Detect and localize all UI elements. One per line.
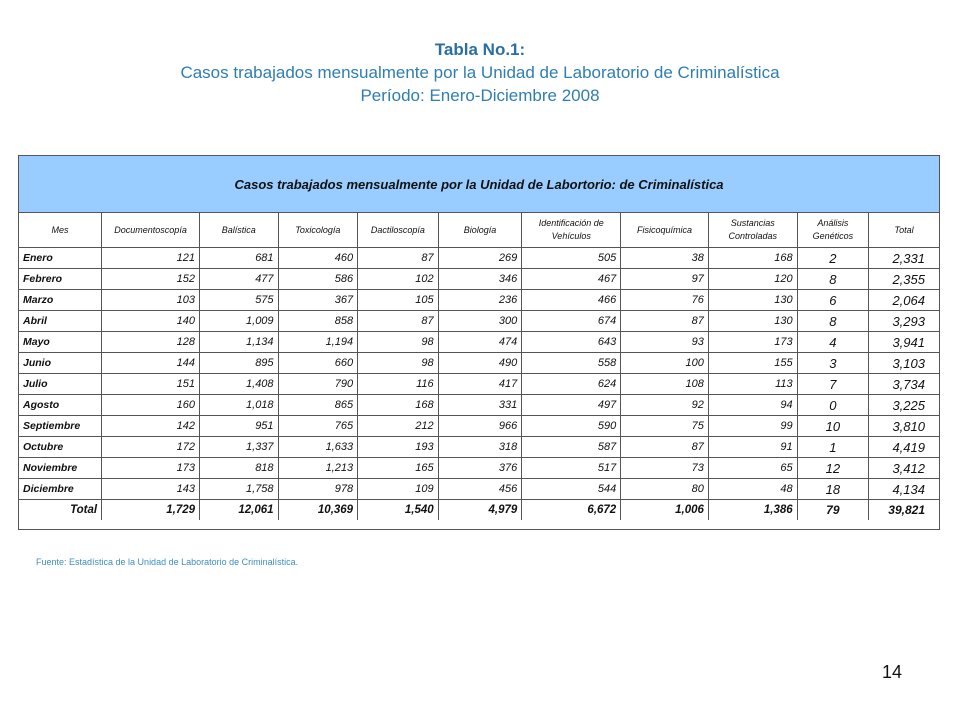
month-cell: Junio: [19, 353, 102, 374]
table-cell: 1,758: [200, 479, 279, 500]
table-body: [19, 248, 939, 521]
table-cell: 1,337: [200, 437, 279, 458]
table-cell: 80: [621, 479, 709, 500]
table-cell: 142: [102, 416, 200, 437]
cases-table: [19, 213, 939, 520]
table-cell: 1,540: [358, 500, 439, 521]
table-row: [19, 437, 939, 458]
total-cell: 3,412: [869, 458, 939, 479]
column-header: [102, 213, 200, 248]
table-cell: 517: [522, 458, 621, 479]
table-cell: 130: [708, 290, 797, 311]
column-header: [797, 213, 868, 248]
table-cell: 1,006: [621, 500, 709, 521]
table-cell: 98: [358, 353, 439, 374]
table-cell: 376: [438, 458, 522, 479]
table-cell: 417: [438, 374, 522, 395]
table-cell: 790: [278, 374, 358, 395]
column-header-label: Toxicología: [295, 224, 341, 235]
total-cell: 3,941: [869, 332, 939, 353]
column-header: [869, 213, 939, 248]
table-cell: 1,408: [200, 374, 279, 395]
table-cell: 8: [797, 269, 868, 290]
month-cell: Febrero: [19, 269, 102, 290]
table-cell: 144: [102, 353, 200, 374]
column-header-label: Dactiloscopía: [370, 224, 425, 235]
table-cell: 4,979: [438, 500, 522, 521]
table-cell: 818: [200, 458, 279, 479]
table-cell: 624: [522, 374, 621, 395]
table-cell: 94: [708, 395, 797, 416]
table-subtitle: Casos trabajados mensualmente por la Unidad de Laboratorio de Criminalística: [180, 63, 780, 82]
table-row: [19, 269, 939, 290]
table-cell: 269: [438, 248, 522, 269]
table-cell: 300: [438, 311, 522, 332]
total-cell: 2,331: [869, 248, 939, 269]
table-cell: 505: [522, 248, 621, 269]
table-row: [19, 248, 939, 269]
table-cell: 575: [200, 290, 279, 311]
table-cell: 143: [102, 479, 200, 500]
table-cell: 121: [102, 248, 200, 269]
table-cell: 12,061: [200, 500, 279, 521]
column-header: [358, 213, 439, 248]
table-cell: 140: [102, 311, 200, 332]
table-cell: 75: [621, 416, 709, 437]
table-cell: 858: [278, 311, 358, 332]
table-row: [19, 290, 939, 311]
total-cell: 39,821: [869, 500, 939, 521]
table-cell: 674: [522, 311, 621, 332]
table-cell: 87: [358, 248, 439, 269]
table-cell: 79: [797, 500, 868, 521]
table-cell: 165: [358, 458, 439, 479]
source-note: Fuente: Estadística de la Unidad de Laboratorio de Criminalística.: [36, 557, 299, 567]
table-cell: 100: [621, 353, 709, 374]
column-header-label: Sustancias: [730, 218, 775, 228]
table-cell: 0: [797, 395, 868, 416]
table-cell: 1,213: [278, 458, 358, 479]
total-label: Total: [19, 500, 102, 521]
table-cell: 116: [358, 374, 439, 395]
table-cell: 212: [358, 416, 439, 437]
month-cell: Octubre: [19, 437, 102, 458]
table-cell: 1,633: [278, 437, 358, 458]
table-row: [19, 374, 939, 395]
table-cell: 1,729: [102, 500, 200, 521]
table-cell: 1,018: [200, 395, 279, 416]
total-cell: 2,355: [869, 269, 939, 290]
table-cell: 1,134: [200, 332, 279, 353]
table-cell: 460: [278, 248, 358, 269]
table-cell: 1,009: [200, 311, 279, 332]
total-cell: 4,419: [869, 437, 939, 458]
total-cell: 3,734: [869, 374, 939, 395]
table-cell: 895: [200, 353, 279, 374]
table-cell: 98: [358, 332, 439, 353]
table-cell: 1,194: [278, 332, 358, 353]
column-header: [19, 213, 102, 248]
column-header: [621, 213, 709, 248]
column-header-label-line2: Vehículos: [551, 231, 591, 241]
column-header: [278, 213, 358, 248]
column-header-label: Biología: [463, 224, 497, 235]
cases-table-container: [18, 155, 940, 530]
table-cell: 173: [102, 458, 200, 479]
table-cell: 152: [102, 269, 200, 290]
table-cell: 18: [797, 479, 868, 500]
table-cell: 456: [438, 479, 522, 500]
table-row: [19, 311, 939, 332]
table-cell: 48: [708, 479, 797, 500]
table-cell: 497: [522, 395, 621, 416]
column-header-label: Mes: [51, 224, 69, 235]
total-cell: 4,134: [869, 479, 939, 500]
table-caption: Casos trabajados mensualmente por la Unidad de Labortorio: de Criminalística: [19, 156, 939, 213]
table-cell: 168: [708, 248, 797, 269]
table-cell: 93: [621, 332, 709, 353]
table-cell: 87: [621, 311, 709, 332]
table-cell: 73: [621, 458, 709, 479]
table-cell: 105: [358, 290, 439, 311]
month-cell: Diciembre: [19, 479, 102, 500]
table-row: [19, 395, 939, 416]
table-cell: 951: [200, 416, 279, 437]
table-cell: 173: [708, 332, 797, 353]
table-cell: 978: [278, 479, 358, 500]
column-header: [708, 213, 797, 248]
table-row: [19, 353, 939, 374]
column-header-label: Fisicoquímica: [637, 224, 693, 235]
table-row: [19, 479, 939, 500]
month-cell: Enero: [19, 248, 102, 269]
table-cell: 474: [438, 332, 522, 353]
table-cell: 587: [522, 437, 621, 458]
month-cell: Marzo: [19, 290, 102, 311]
table-cell: 966: [438, 416, 522, 437]
table-cell: 97: [621, 269, 709, 290]
month-cell: Abril: [19, 311, 102, 332]
table-cell: 544: [522, 479, 621, 500]
table-cell: 331: [438, 395, 522, 416]
column-header-label-line2: Controladas: [728, 231, 778, 241]
table-number-title: Tabla No.1:: [434, 40, 526, 59]
table-cell: 586: [278, 269, 358, 290]
table-cell: 643: [522, 332, 621, 353]
table-row: [19, 458, 939, 479]
column-header-label: Identificación de: [538, 218, 604, 228]
total-cell: 2,064: [869, 290, 939, 311]
month-cell: Julio: [19, 374, 102, 395]
table-cell: 865: [278, 395, 358, 416]
table-cell: 7: [797, 374, 868, 395]
table-cell: 490: [438, 353, 522, 374]
table-cell: 6: [797, 290, 868, 311]
table-cell: 87: [621, 437, 709, 458]
table-cell: 99: [708, 416, 797, 437]
table-cell: 130: [708, 311, 797, 332]
table-cell: 103: [102, 290, 200, 311]
table-cell: 160: [102, 395, 200, 416]
table-cell: 113: [708, 374, 797, 395]
column-header-label-line2: Genéticos: [812, 231, 854, 241]
table-cell: 151: [102, 374, 200, 395]
table-cell: 155: [708, 353, 797, 374]
title-block: [0, 38, 960, 107]
table-cell: 108: [621, 374, 709, 395]
table-cell: 467: [522, 269, 621, 290]
table-cell: 91: [708, 437, 797, 458]
table-cell: 590: [522, 416, 621, 437]
period-subtitle: Período: Enero-Diciembre 2008: [360, 86, 600, 105]
table-cell: 558: [522, 353, 621, 374]
table-row: [19, 332, 939, 353]
table-cell: 765: [278, 416, 358, 437]
table-cell: 1: [797, 437, 868, 458]
header-row: [19, 213, 939, 248]
table-cell: 6,672: [522, 500, 621, 521]
total-cell: 3,225: [869, 395, 939, 416]
table-cell: 65: [708, 458, 797, 479]
table-cell: 477: [200, 269, 279, 290]
column-header-label: Documentoscopía: [114, 224, 187, 235]
total-cell: 3,293: [869, 311, 939, 332]
table-cell: 128: [102, 332, 200, 353]
month-cell: Agosto: [19, 395, 102, 416]
month-cell: Noviembre: [19, 458, 102, 479]
table-cell: 1,386: [708, 500, 797, 521]
table-cell: 102: [358, 269, 439, 290]
table-row: [19, 416, 939, 437]
column-header-label: Análisis: [817, 218, 849, 228]
table-cell: 236: [438, 290, 522, 311]
table-cell: 12: [797, 458, 868, 479]
column-header: [200, 213, 279, 248]
table-cell: 367: [278, 290, 358, 311]
table-cell: 2: [797, 248, 868, 269]
table-cell: 10,369: [278, 500, 358, 521]
table-cell: 87: [358, 311, 439, 332]
month-cell: Mayo: [19, 332, 102, 353]
table-cell: 660: [278, 353, 358, 374]
month-cell: Septiembre: [19, 416, 102, 437]
total-cell: 3,810: [869, 416, 939, 437]
table-cell: 681: [200, 248, 279, 269]
table-cell: 109: [358, 479, 439, 500]
total-cell: 3,103: [869, 353, 939, 374]
total-row: [19, 500, 939, 521]
table-cell: 318: [438, 437, 522, 458]
table-cell: 10: [797, 416, 868, 437]
table-cell: 92: [621, 395, 709, 416]
column-header-label: Total: [894, 224, 914, 235]
table-cell: 346: [438, 269, 522, 290]
column-header-label: Balística: [221, 224, 256, 235]
table-cell: 466: [522, 290, 621, 311]
column-header: [522, 213, 621, 248]
table-cell: 38: [621, 248, 709, 269]
table-cell: 120: [708, 269, 797, 290]
page-number: 14: [881, 662, 902, 682]
table-cell: 193: [358, 437, 439, 458]
column-header: [438, 213, 522, 248]
table-cell: 8: [797, 311, 868, 332]
table-cell: 76: [621, 290, 709, 311]
table-cell: 168: [358, 395, 439, 416]
table-cell: 3: [797, 353, 868, 374]
table-cell: 4: [797, 332, 868, 353]
table-cell: 172: [102, 437, 200, 458]
